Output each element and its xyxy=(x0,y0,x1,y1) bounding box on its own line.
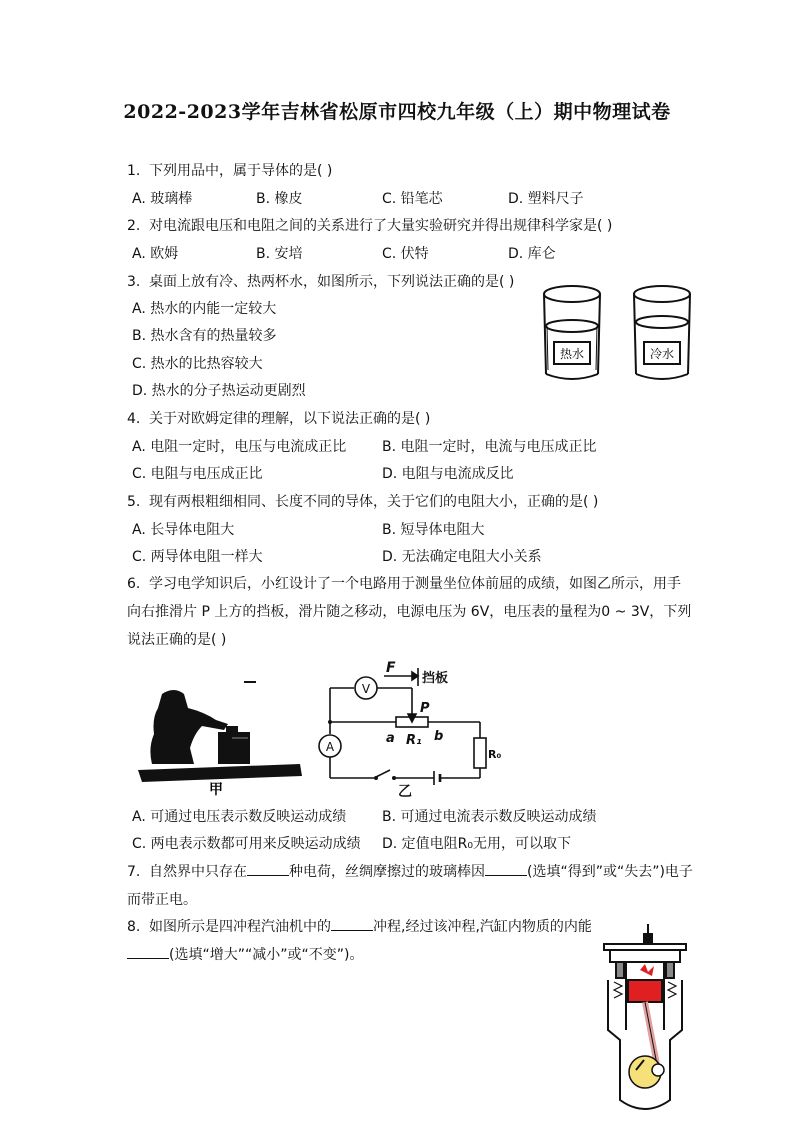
q4-option-a: A. 电阻一定时，电压与电流成正比 xyxy=(132,439,347,455)
end-a-label: a xyxy=(386,731,395,746)
hot-water-label: 热水 xyxy=(559,347,585,361)
q3-option-a: A. 热水的内能一定较大 xyxy=(132,301,277,317)
question-4-stem: 4. 关于对欧姆定律的理解，以下说法正确的是( ) xyxy=(127,411,431,427)
circuit-diagram xyxy=(314,656,502,800)
q7-blank-1[interactable] xyxy=(247,861,289,876)
q2-option-b: B. 安培 xyxy=(256,246,303,262)
q1-option-b: B. 橡皮 xyxy=(256,191,303,207)
end-b-label: b xyxy=(434,729,444,744)
q5-option-b: B. 短导体电阻大 xyxy=(382,522,485,538)
question-3-stem: 3. 桌面上放有冷、热两杯水，如图所示，下列说法正确的是( ) xyxy=(127,274,515,290)
q4-option-d: D. 电阻与电流成反比 xyxy=(382,466,514,482)
question-5-stem: 5. 现有两根粗细相同、长度不同的导体，关于它们的电阻大小，正确的是( ) xyxy=(127,494,599,510)
q8-blank-1[interactable] xyxy=(331,916,373,931)
q1-option-c: C. 铅笔芯 xyxy=(382,191,443,207)
question-7-stem: 7. 自然界中只存在 种电荷，丝绸摩擦过的玻璃棒因 (选填“得到”或“失去”)电子而带正电。 xyxy=(127,858,695,914)
cold-water-label: 冷水 xyxy=(649,347,675,361)
r0-label: R₀ xyxy=(488,748,502,761)
page-title: 2022-2023学年吉林省松原市四校九年级（上）期中物理试卷 xyxy=(123,101,671,123)
two-cups-figure xyxy=(538,280,698,388)
q1-option-a: A. 玻璃棒 xyxy=(132,191,193,207)
engine-cylinder-figure xyxy=(600,920,690,1120)
q5-option-c: C. 两导体电阻一样大 xyxy=(132,549,263,565)
force-label: F xyxy=(386,660,396,676)
q6-option-d: D. 定值电阻R₀无用，可以取下 xyxy=(382,836,572,852)
cold-water-cup xyxy=(634,286,690,379)
q4-option-c: C. 电阻与电压成正比 xyxy=(132,466,263,482)
figure-jia-label: 甲 xyxy=(209,782,223,798)
q2-option-d: D. 库仑 xyxy=(508,246,556,262)
question-2-stem: 2. 对电流跟电压和电阻之间的关系进行了大量实验研究并得出规律科学家是( ) xyxy=(127,218,613,234)
sit-and-reach-photo xyxy=(132,668,310,798)
q1-option-d: D. 塑料尺子 xyxy=(508,191,584,207)
q5-option-d: D. 无法确定电阻大小关系 xyxy=(382,549,542,565)
baffle-label: 挡板 xyxy=(422,671,449,686)
slider-p-label: P xyxy=(420,701,430,716)
figure-yi-label: 乙 xyxy=(398,784,412,800)
r1-label: R₁ xyxy=(406,733,422,748)
question-8-stem: 8. 如图所示是四冲程汽油机中的 冲程,经过该冲程,汽缸内物质的内能(选填“增大”“减小”或“不变”)。 xyxy=(127,913,597,969)
q3-option-b: B. 热水含有的热量较多 xyxy=(132,328,277,344)
q3-option-d: D. 热水的分子热运动更剧烈 xyxy=(132,383,306,399)
q2-option-a: A. 欧姆 xyxy=(132,246,179,262)
voltmeter-label: V xyxy=(361,682,371,696)
q5-option-a: A. 长导体电阻大 xyxy=(132,522,235,538)
q8-blank-2[interactable] xyxy=(127,944,169,959)
q4-option-b: B. 电阻一定时，电流与电压成正比 xyxy=(382,439,597,455)
question-1-stem: 1. 下列用品中，属于导体的是( ) xyxy=(127,163,333,179)
q2-option-c: C. 伏特 xyxy=(382,246,429,262)
ammeter-label: A xyxy=(325,740,335,754)
hot-water-cup xyxy=(544,286,600,379)
q6-option-b: B. 可通过电流表示数反映运动成绩 xyxy=(382,809,597,825)
q7-blank-2[interactable] xyxy=(485,861,527,876)
q6-option-a: A. 可通过电压表示数反映运动成绩 xyxy=(132,809,347,825)
question-6-stem: 6. 学习电学知识后，小红设计了一个电路用于测量坐位体前屈的成绩，如图乙所示，用手向右推滑片 P 上方的挡板，滑片随之移动，电源电压为 6V，电压表的量程为0 ~ 3V，下列说法正确的是( ) xyxy=(127,576,692,648)
q3-option-c: C. 热水的比热容较大 xyxy=(132,356,263,372)
q6-option-c: C. 两电表示数都可用来反映运动成绩 xyxy=(132,836,361,852)
